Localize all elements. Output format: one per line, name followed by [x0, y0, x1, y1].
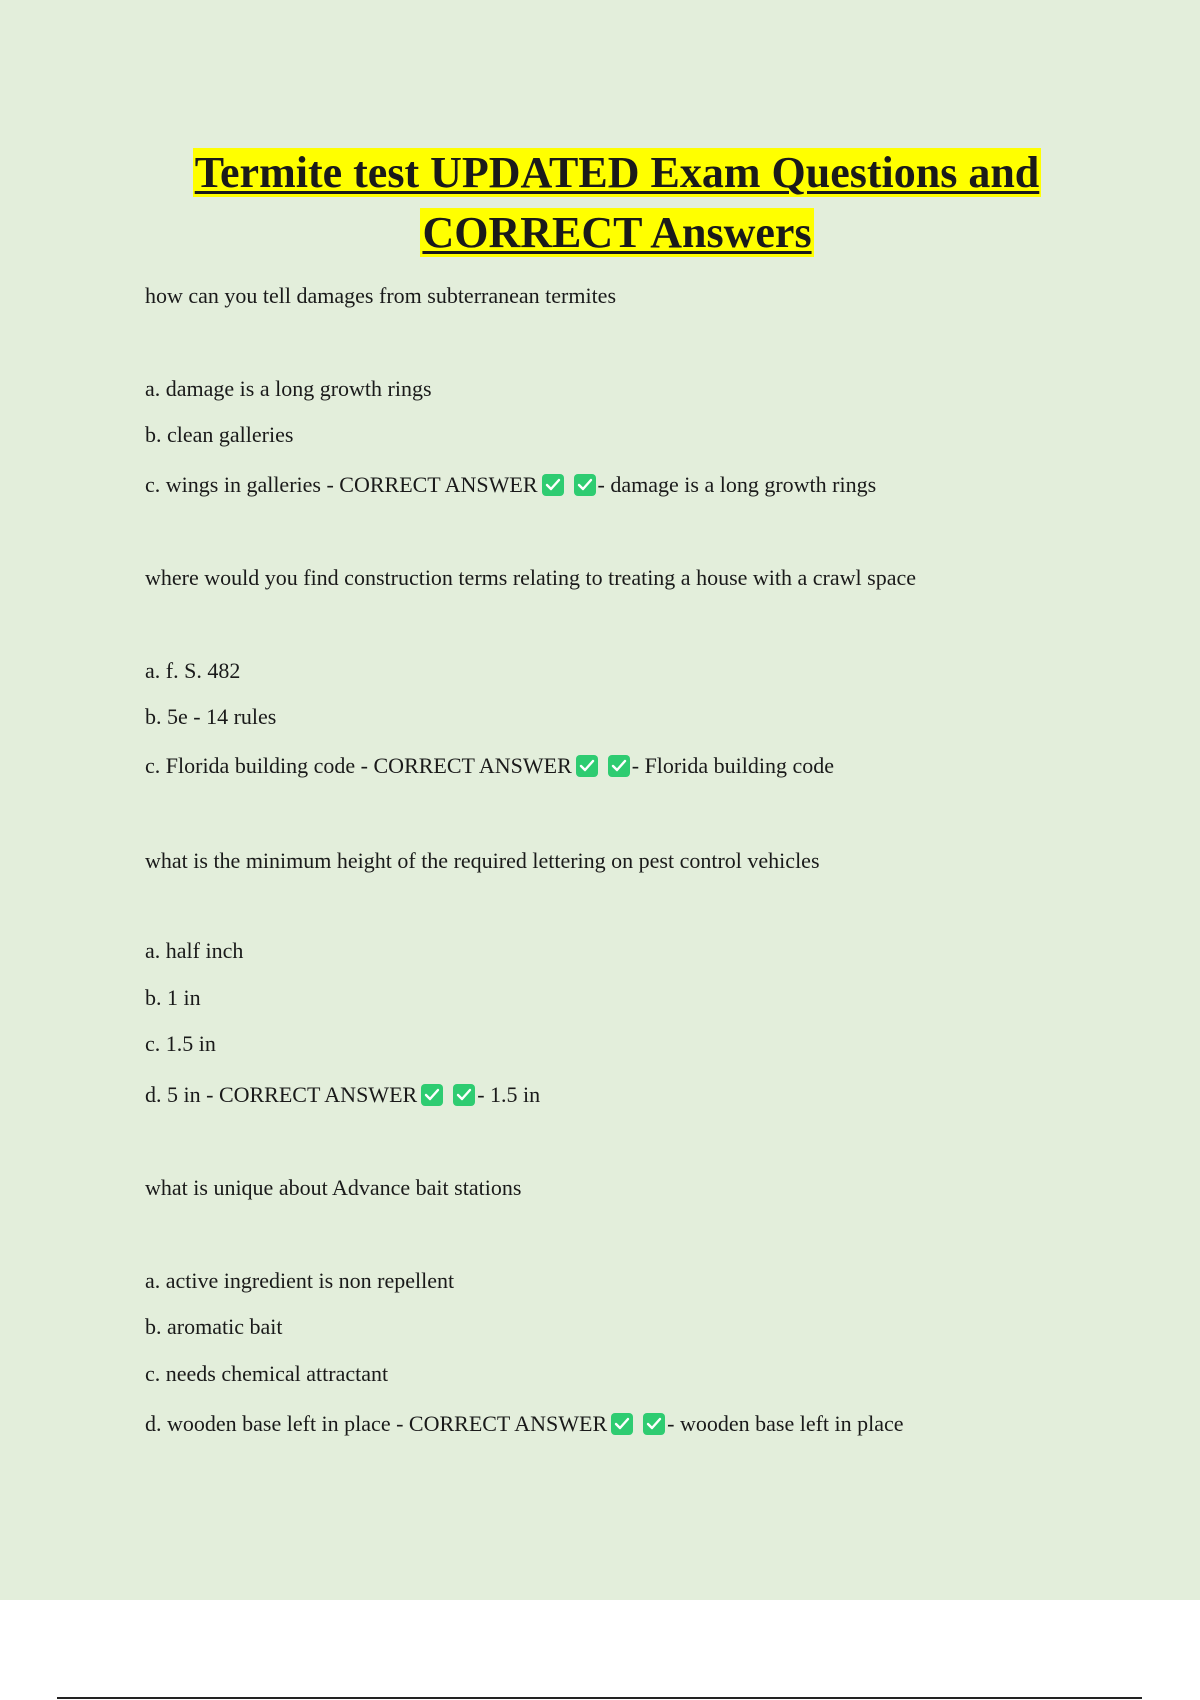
- check-box-icon: [608, 755, 630, 777]
- check-box-icon: [421, 1084, 443, 1106]
- check-box-icon: [576, 755, 598, 777]
- question-prompt: what is unique about Advance bait stations: [145, 1175, 522, 1200]
- answer-option: b. 5e - 14 rules: [145, 704, 277, 729]
- question-prompt: where would you find construction terms relating to treating a house with a crawl space: [145, 565, 916, 590]
- document-title: [146, 143, 1088, 263]
- answer-text: c. wings in galleries - CORRECT ANSWER: [145, 472, 538, 497]
- check-box-icon: [453, 1084, 475, 1106]
- check-box-icon: [611, 1413, 633, 1435]
- footer-divider: [57, 1697, 1142, 1699]
- title-line-2: CORRECT Answers: [422, 208, 812, 257]
- title-line-1: Termite test UPDATED Exam Questions and: [194, 148, 1040, 197]
- correct-answer-line: [145, 752, 834, 780]
- answer-text: c. Florida building code - CORRECT ANSWER: [145, 753, 572, 778]
- answer-explanation: - wooden base left in place: [667, 1411, 904, 1436]
- answer-option: c. needs chemical attractant: [145, 1361, 389, 1386]
- answer-explanation: - damage is a long growth rings: [597, 472, 877, 497]
- correct-answer-line: [145, 471, 876, 499]
- correct-answer-line: [145, 1081, 540, 1109]
- check-box-icon: [574, 474, 596, 496]
- answer-explanation: - 1.5 in: [477, 1082, 541, 1107]
- answer-option: b. aromatic bait: [145, 1314, 283, 1339]
- answer-option: b. 1 in: [145, 985, 201, 1010]
- answer-option: a. damage is a long growth rings: [145, 376, 432, 401]
- answer-option: a. half inch: [145, 938, 244, 963]
- correct-answer-line: [145, 1410, 904, 1438]
- question-prompt: what is the minimum height of the required lettering on pest control vehicles: [145, 848, 820, 873]
- check-box-icon: [542, 474, 564, 496]
- answer-option: c. 1.5 in: [145, 1031, 216, 1056]
- answer-option: b. clean galleries: [145, 422, 294, 447]
- answer-option: a. f. S. 482: [145, 658, 241, 683]
- answer-explanation: - Florida building code: [631, 753, 834, 778]
- question-prompt: how can you tell damages from subterranean termites: [145, 283, 617, 308]
- answer-text: d. wooden base left in place - CORRECT ANSWER: [145, 1411, 608, 1436]
- answer-option: a. active ingredient is non repellent: [145, 1268, 455, 1293]
- check-box-icon: [643, 1413, 665, 1435]
- answer-text: d. 5 in - CORRECT ANSWER: [145, 1082, 418, 1107]
